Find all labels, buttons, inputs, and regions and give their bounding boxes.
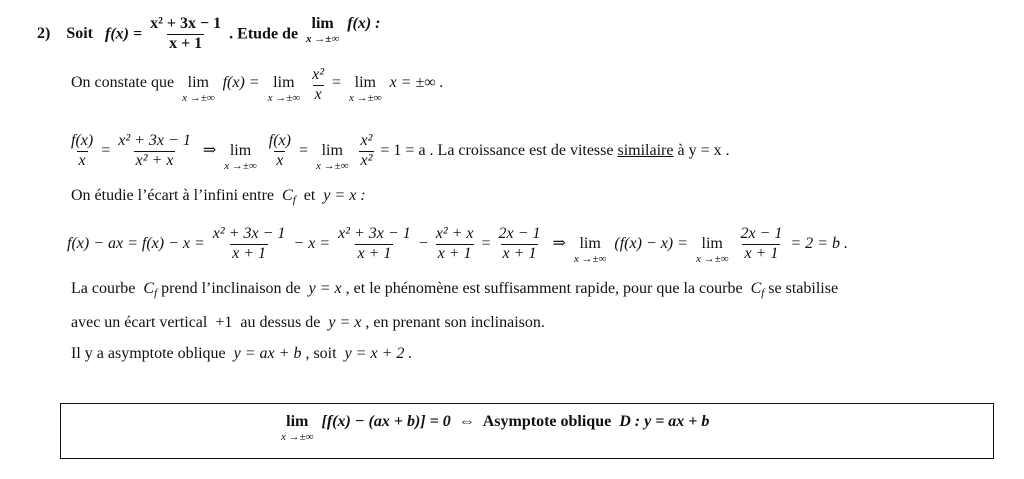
lim-word: lim — [273, 74, 295, 91]
constat-limit-2 — [268, 75, 301, 105]
constat-result: x = ±∞ . — [389, 74, 444, 91]
lim-word: lim — [311, 15, 334, 32]
equals-sign: = — [332, 74, 342, 91]
similaire-word: similaire — [617, 142, 674, 159]
iff-sign: ⇔ — [458, 413, 475, 430]
constat-limit-3 — [349, 75, 382, 105]
lim-word: lim — [229, 142, 252, 159]
et-word: et — [303, 187, 316, 204]
header-limit — [306, 16, 339, 46]
ratio-fraction — [69, 133, 95, 170]
fraction-denominator: x — [78, 151, 86, 169]
theorem-expression: [f(x) − (ax + b)] = 0 — [321, 413, 451, 430]
ecart-paren: (f(x) − x) = — [614, 235, 688, 252]
theorem-definition: D : y = ax + b — [619, 413, 710, 430]
ratio-limit-fraction — [267, 133, 293, 170]
ecart-limit-1: lim x →±∞ — [573, 235, 607, 265]
soit-label: Soit — [66, 24, 93, 42]
fraction-numerator: x² — [360, 131, 373, 149]
section-title — [37, 16, 381, 53]
ratio-limit-1 — [224, 143, 257, 173]
fraction-denominator: x² — [360, 151, 373, 169]
constat-fx: f(x) = — [222, 74, 260, 91]
ecart-text: On étudie l’écart à l’infini entre — [71, 187, 275, 204]
ratio-expanded-fraction — [116, 133, 193, 170]
curve-cf: $C_f$ — [750, 280, 765, 299]
theorem-box — [60, 403, 994, 459]
header-fraction — [148, 16, 223, 53]
etude-label: . Etude de — [229, 25, 299, 43]
ecart-fraction-1: $\frac{\text{x² + 3x − 1}}{x + 1}$ — [212, 224, 286, 262]
squares-fraction — [359, 133, 375, 170]
lim-subscript: x →±∞ — [306, 32, 340, 45]
ratio-end: à y = x . — [677, 142, 730, 159]
ecart-result: = 2 = b . — [790, 235, 848, 252]
ecart-fraction-5: $\frac{2x - 1}{x + 1}$ — [740, 224, 783, 262]
paragraph-line-2: avec un écart vertical +1 au dessus de y = x , en prenant son inclinaison. — [71, 314, 545, 331]
fraction-numerator: x² + 3x − 1 — [118, 131, 191, 149]
header-numerator: x² + 3x − 1 — [150, 15, 222, 32]
curve-cf: $C_f$ — [143, 280, 158, 299]
implies-sign: ⇒ — [202, 142, 217, 159]
ecart-fraction-3: $\frac{\text{x² + x}}{x + 1}$ — [435, 224, 474, 262]
ecart-start: f(x) − ax = f(x) − x = — [67, 235, 205, 252]
ecart-limit-2: lim x →±∞ — [695, 235, 729, 265]
constat-limit-1 — [182, 75, 215, 105]
ecart-intro-line — [71, 188, 366, 206]
paragraph-line-3: Il y a asymptote oblique y = ax + b , soit y = x + 2 . — [71, 345, 413, 362]
header-denominator: x + 1 — [169, 34, 203, 52]
croissance-line: $\frac{f(x)}{x}$ = $\frac{\text{x² + 3x − 1}}{\text{x² + x}}$ ⇒ lim x →±∞ $\frac{f(x)}{x}$ = lim x →±∞ $\frac{\text{x²}}{\text{x²}}$ = 1 = a . La croissance est de vitesse similaire à y = x . — [71, 131, 730, 172]
fraction-numerator: f(x) — [268, 131, 291, 149]
constat-text: On constate que — [71, 74, 175, 91]
theorem-label: Asymptote oblique — [482, 413, 612, 430]
line-yx: y = x : — [323, 187, 366, 204]
ecart-minus-x: − x = — [293, 235, 331, 252]
section-number: 2) — [37, 24, 51, 42]
ecart-fraction-2: $\frac{\text{x² + 3x − 1}}{x + 1}$ — [338, 224, 411, 262]
ratio-result: = 1 = a . La croissance est de vitesse — [380, 142, 614, 159]
constat-line — [71, 66, 444, 105]
equals-sign: = — [481, 235, 491, 252]
lim-word: lim — [187, 74, 209, 91]
fraction-numerator: x² — [312, 66, 325, 83]
lim-word: lim — [321, 142, 343, 159]
fraction-denominator: x² + x — [135, 151, 174, 169]
lim-subscript: x →±∞ — [267, 91, 301, 104]
lim-subscript: x →±∞ — [224, 159, 257, 172]
lim-subscript: x →±∞ — [182, 91, 215, 104]
minus-sign: − — [418, 235, 428, 252]
fx-eq: f(x) = — [105, 25, 143, 43]
constat-fraction — [310, 67, 326, 104]
ecart-computation-line — [67, 222, 848, 266]
lim-subscript: x →±∞ — [315, 159, 349, 172]
curve-cf: $C_f$ — [282, 187, 296, 206]
header-fx: f(x) : — [347, 15, 381, 32]
fraction-denominator: x — [276, 151, 284, 169]
fraction-denominator: x — [314, 85, 322, 103]
lim-word: lim — [354, 74, 376, 91]
ratio-limit-2 — [316, 143, 349, 173]
paragraph-line-1: La courbe $C_f$ prend l’inclinaison de y = x , et le phénomène est suffisamment rapide, pour que la courbe $C_f$ se stabilise — [71, 280, 839, 299]
fraction-numerator: f(x) — [71, 131, 94, 149]
theorem-content — [277, 414, 709, 444]
implies-sign: ⇒ — [552, 235, 566, 252]
theorem-limit: lim x →±∞ — [281, 413, 314, 443]
lim-subscript: x →±∞ — [349, 91, 382, 104]
ecart-fraction-4: $\frac{2x - 1}{x + 1}$ — [498, 224, 541, 262]
